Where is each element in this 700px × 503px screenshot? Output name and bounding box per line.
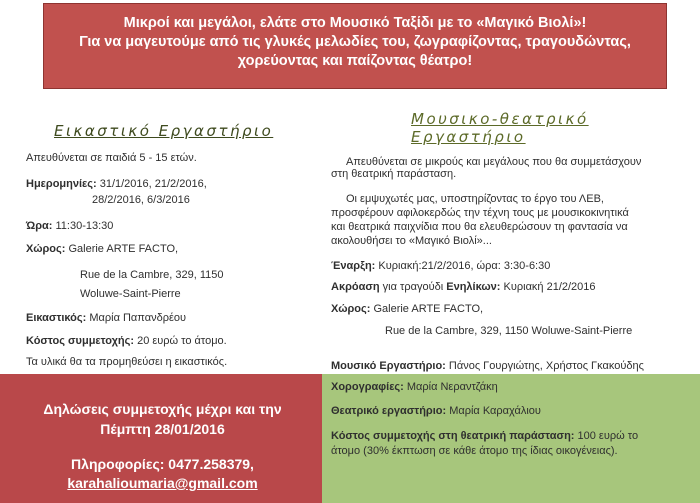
theatre-value: Μαρία Καραχάλιου [446,405,541,417]
deadline-line-1: Δηλώσεις συμμετοχής μέχρι και την [43,401,282,417]
right-place-value: Galerie ARTE FACTO, [370,303,484,315]
audition-info [331,280,596,295]
time-label: Ώρα: [26,220,53,232]
art-address-line-2: Woluwe-Saint-Pierre [80,288,181,300]
theatre-cost-value: 100 ευρώ το [574,430,639,442]
sponsors-line-3: και θεατρικά παιχνίδια που θα ελευθερώσουν τη φαντασία να [331,221,628,233]
intro-line-1: Απευθύνεται σε μικρούς και μεγάλους που θα συμμετάσχουν [346,156,642,168]
dates-value: 31/1/2016, 21/2/2016, [96,178,207,190]
sponsors-line-1: Οι εμψυχωτές μας, υποστηρίζοντας το έργο του ΛΕΒ, [346,193,604,205]
audition-mid: για τραγούδι [379,281,447,293]
artist-label: Εικαστικός: [26,312,87,324]
theatre-workshop-info [331,404,541,419]
email-link[interactable]: karahalioumaria@gmail.com [67,475,258,491]
art-time [26,219,113,234]
art-audience: Απευθύνεται σε παιδιά 5 - 15 ετών. [26,152,197,164]
top-banner [43,3,667,89]
theatre-cost-label: Κόστος συμμετοχής στη θεατρική παράσταση: [331,430,575,442]
theatre-cost-line-2: άτομο (30% έκπτωση σε κάθε άτομο της ίδιας οικογένειας). [331,445,618,457]
art-dates-line-1 [26,177,207,192]
art-cost [26,334,227,349]
time-value: 11:30-13:30 [52,220,114,232]
audition-value: Κυριακή 21/2/2016 [500,281,596,293]
choreo-value: Μαρία Νεραντζάκη [403,381,498,393]
banner-line-1: Μικροί και μεγάλοι, ελάτε στο Μουσικό Ταξίδι με το «Μαγικό Βιολί»! [123,15,587,31]
registration-box [0,374,325,503]
artist-value: Μαρία Παπανδρέου [86,312,187,324]
banner-line-3: χορεύοντας και παίζοντας θέατρο! [237,53,473,69]
right-place-label: Χώρος: [331,303,371,315]
art-address-line-1: Rue de la Cambre, 329, 1150 [80,269,224,281]
art-workshop-heading: Εικαστικό Εργαστήριο [54,122,274,140]
start-value: Κυριακή:21/2/2016, ώρα: 3:30-6:30 [375,260,551,272]
right-address: Rue de la Cambre, 329, 1150 Woluwe-Saint-Pierre [385,325,633,337]
theatre-cost-line-1 [331,429,638,444]
music-workshop [331,359,644,374]
music-value: Πάνος Γουργιώτης, Χρήστος Γκακούδης [445,360,644,372]
audition-label: Ακρόαση [331,281,380,293]
choreography-info [331,380,498,395]
music-theatre-heading-line-2: Εργαστήριο [411,128,526,146]
dates-label: Ημερομηνίες: [26,178,97,190]
theatre-label: Θεατρικό εργαστήριο: [331,405,447,417]
start-label: Έναρξη: [331,260,376,272]
choreo-label: Χορογραφίες: [331,381,404,393]
art-dates-line-2: 28/2/2016, 6/3/2016 [92,194,190,206]
cost-value: 20 ευρώ το άτομο. [134,335,227,347]
place-value: Galerie ARTE FACTO, [65,243,179,255]
cost-label: Κόστος συμμετοχής: [26,335,135,347]
audition-label-2: Ενηλίκων: [446,281,501,293]
info-email-row [0,474,325,493]
intro-line-2: στη θεατρική παράσταση. [331,168,457,180]
credits-box [322,374,700,503]
sponsors-line-4: ακολουθήσει το «Μαγικό Βιολί»... [331,235,492,247]
art-place [26,242,178,257]
sponsors-line-2: προσφέρουν αφιλοκερδώς την τέχνη τους με μουσικοκινητικά [331,207,629,219]
music-label: Μουσικό Εργαστήριο: [331,360,446,372]
art-artist [26,311,186,326]
art-materials: Τα υλικά θα τα προμηθεύσει η εικαστικός. [26,356,228,368]
banner-line-2: Για να μαγευτούμε από τις γλυκές μελωδίες του, ζωγραφίζοντας, τραγουδώντας, [79,34,631,50]
deadline-line-2: Πέμπτη 28/01/2016 [100,421,225,437]
start-info [331,259,550,274]
music-theatre-heading-line-1: Μουσικο-θεατρικό [411,110,589,128]
place-label: Χώρος: [26,243,66,255]
info-phone: Πληροφορίες: 0477.258379, [71,456,254,472]
right-place [331,302,483,317]
